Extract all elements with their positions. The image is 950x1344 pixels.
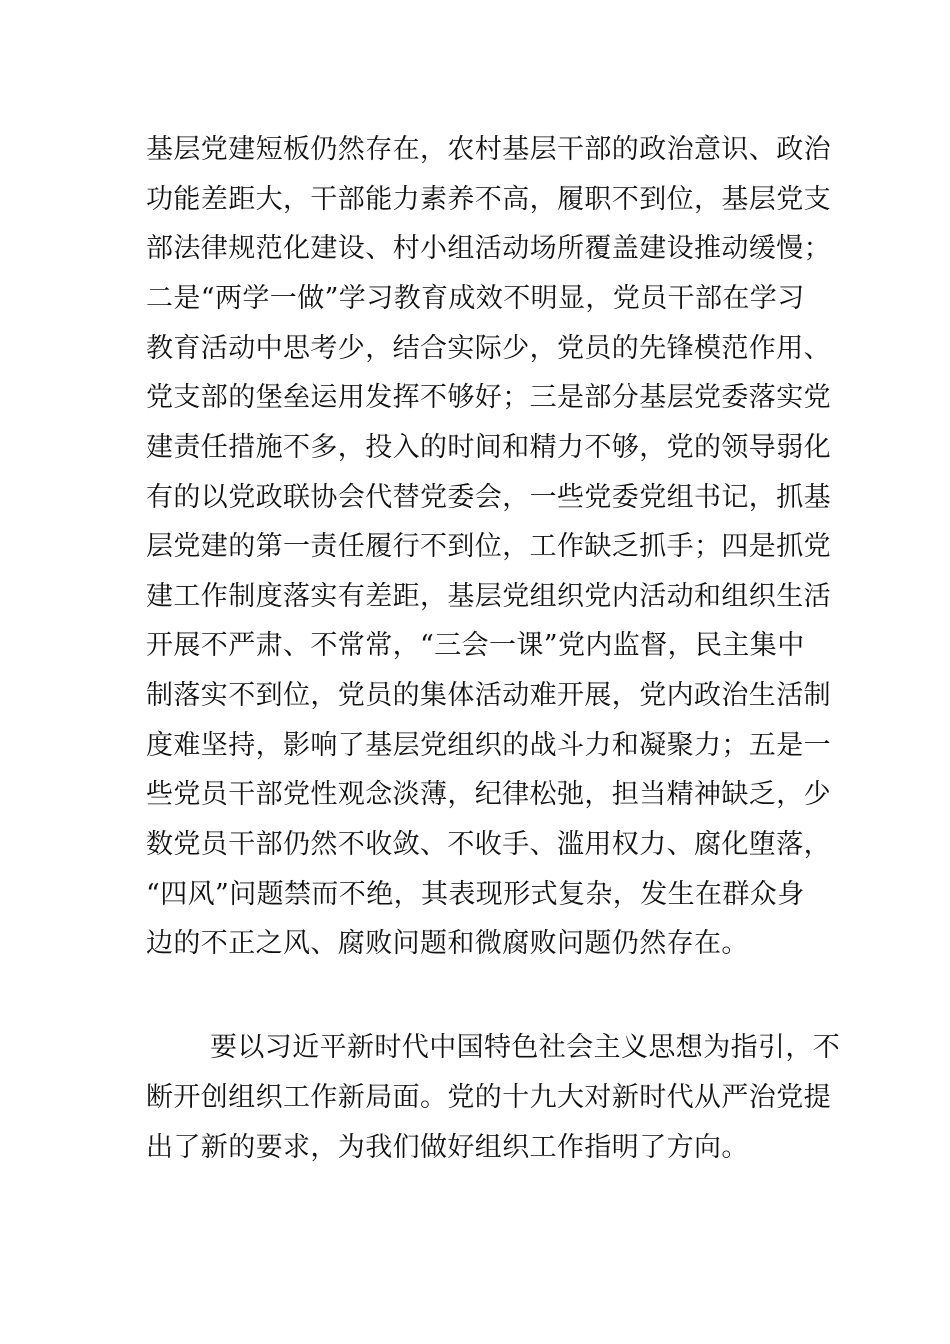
text-line: 二是“两学一做”学习教育成效不明显，党员干部在学习: [146, 283, 805, 314]
text-line: 建责任措施不多，投入的时间和精力不够，党的领导弱化: [146, 432, 831, 463]
text-line: 功能差距大，干部能力素养不高，履职不到位，基层党支: [146, 184, 831, 215]
text-line: 数党员干部仍然不收敛、不收手、滥用权力、腐化堕落，: [146, 829, 831, 860]
text-line: 些党员干部党性观念淡薄，纪律松弛，担当精神缺乏，少: [146, 779, 831, 810]
text-line: 建工作制度落实有差距，基层党组织党内活动和组织生活: [146, 581, 831, 612]
text-line: 部法律规范化建设、村小组活动场所覆盖建设推动缓慢；: [146, 233, 831, 264]
text-line: “四风”问题禁而不绝，其表现形式复杂，发生在群众身: [146, 879, 805, 910]
text-line: 有的以党政联协会代替党委会，一些党委党组书记，抓基: [146, 482, 831, 513]
text-line: 教育活动中思考少，结合实际少，党员的先锋模范作用、: [146, 333, 831, 364]
text-line: 出了新的要求，为我们做好组织工作指明了方向。: [146, 1132, 749, 1163]
text-line: 要以习近平新时代中国特色社会主义思想为指引，不: [210, 1032, 841, 1063]
text-line: 边的不正之风、腐败问题和微腐败问题仍然存在。: [146, 928, 749, 959]
text-line: 基层党建短板仍然存在，农村基层干部的政治意识、政治: [146, 134, 831, 165]
text-line: 层党建的第一责任履行不到位，工作缺乏抓手；四是抓党: [146, 531, 831, 562]
text-line: 开展不严肃、不常常，“三会一课”党内监督，民主集中: [146, 630, 805, 661]
text-line: 度难坚持，影响了基层党组织的战斗力和凝聚力；五是一: [146, 730, 831, 761]
text-line: 断开创组织工作新局面。党的十九大对新时代从严治党提: [146, 1082, 831, 1113]
text-line: 制落实不到位，党员的集体活动难开展，党内政治生活制: [146, 680, 831, 711]
text-line: 党支部的堡垒运用发挥不够好；三是部分基层党委落实党: [146, 382, 831, 413]
